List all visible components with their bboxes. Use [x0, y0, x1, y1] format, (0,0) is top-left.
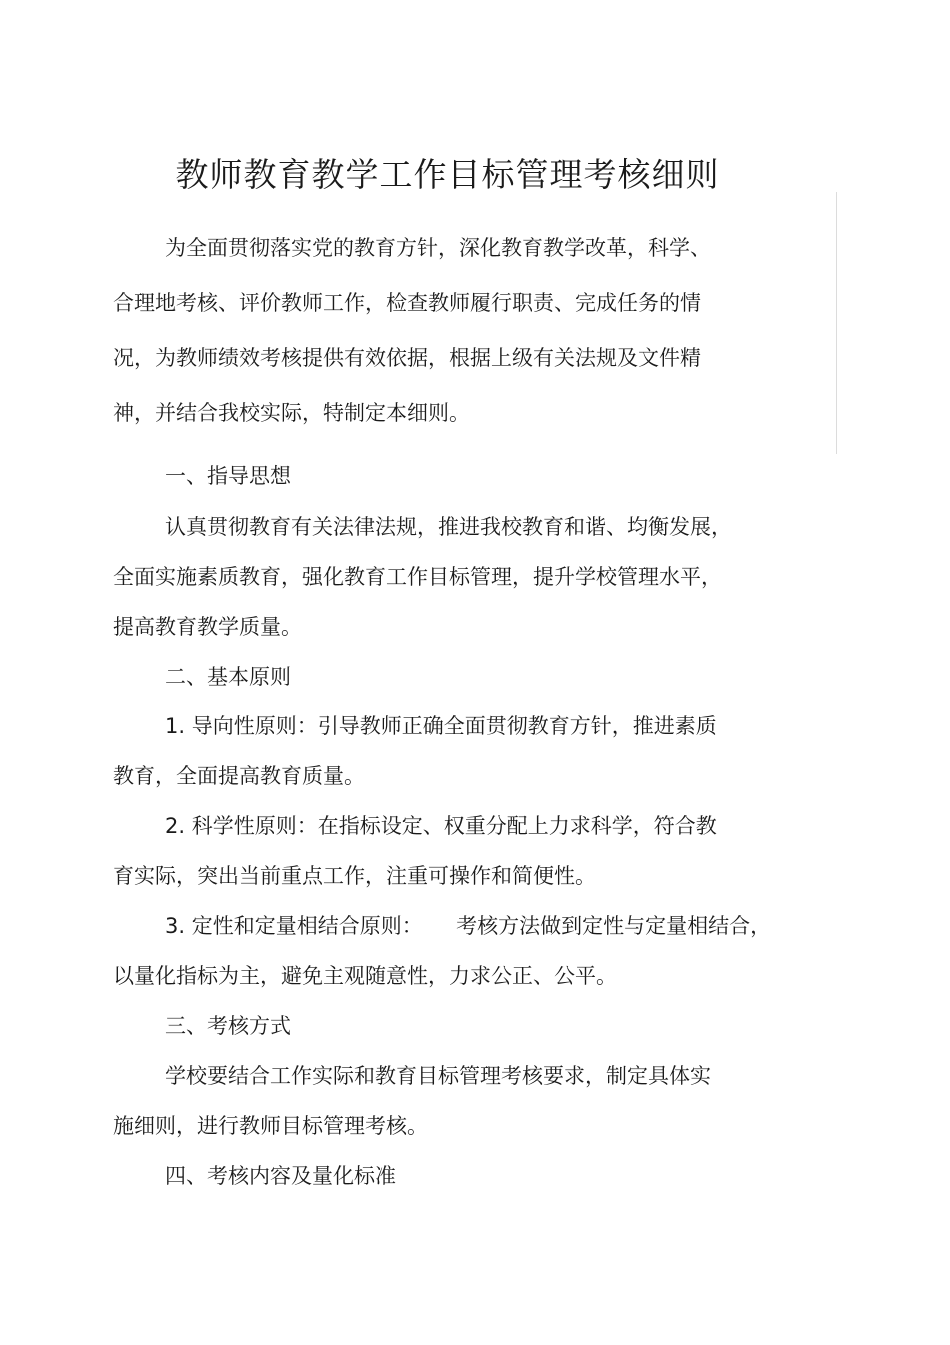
margin-rule	[836, 192, 837, 454]
document-title: 教师教育教学工作目标管理考核细则	[175, 155, 720, 195]
section-3-line-1: 学校要结合工作实际和教育目标管理考核要求，制定具体实	[165, 1064, 711, 1088]
section-3-line-2: 施细则，进行教师目标管理考核。	[113, 1114, 428, 1138]
principle-2-line-1: 2. 科学性原则：在指标设定、权重分配上力求科学，符合教	[165, 814, 717, 838]
intro-line-3: 况，为教师绩效考核提供有效依据，根据上级有关法规及文件精	[113, 346, 701, 370]
principle-1-line-1: 1. 导向性原则：引导教师正确全面贯彻教育方针，推进素质	[165, 714, 717, 738]
principle-3-line-1: 3. 定性和定量相结合原则： 考核方法做到定性与定量相结合，	[165, 914, 772, 938]
section-heading-3: 三、考核方式	[165, 1014, 291, 1038]
section-heading-2: 二、基本原则	[165, 665, 291, 689]
principle-2-line-2: 育实际，突出当前重点工作，注重可操作和简便性。	[113, 864, 596, 888]
intro-line-1: 为全面贯彻落实党的教育方针，深化教育教学改革，科学、	[165, 236, 711, 260]
section-heading-4: 四、考核内容及量化标准	[165, 1164, 396, 1188]
principle-3-line-2: 以量化指标为主，避免主观随意性，力求公正、公平。	[113, 964, 617, 988]
section-1-line-3: 提高教育教学质量。	[113, 615, 302, 639]
intro-line-2: 合理地考核、评价教师工作，检查教师履行职责、完成任务的情	[113, 291, 701, 315]
intro-line-4: 神，并结合我校实际，特制定本细则。	[113, 401, 470, 425]
section-heading-1: 一、指导思想	[165, 464, 291, 488]
section-1-line-2: 全面实施素质教育，强化教育工作目标管理，提升学校管理水平，	[113, 565, 722, 589]
principle-1-line-2: 教育，全面提高教育质量。	[113, 764, 365, 788]
section-1-line-1: 认真贯彻教育有关法律法规，推进我校教育和谐、均衡发展，	[165, 515, 732, 539]
